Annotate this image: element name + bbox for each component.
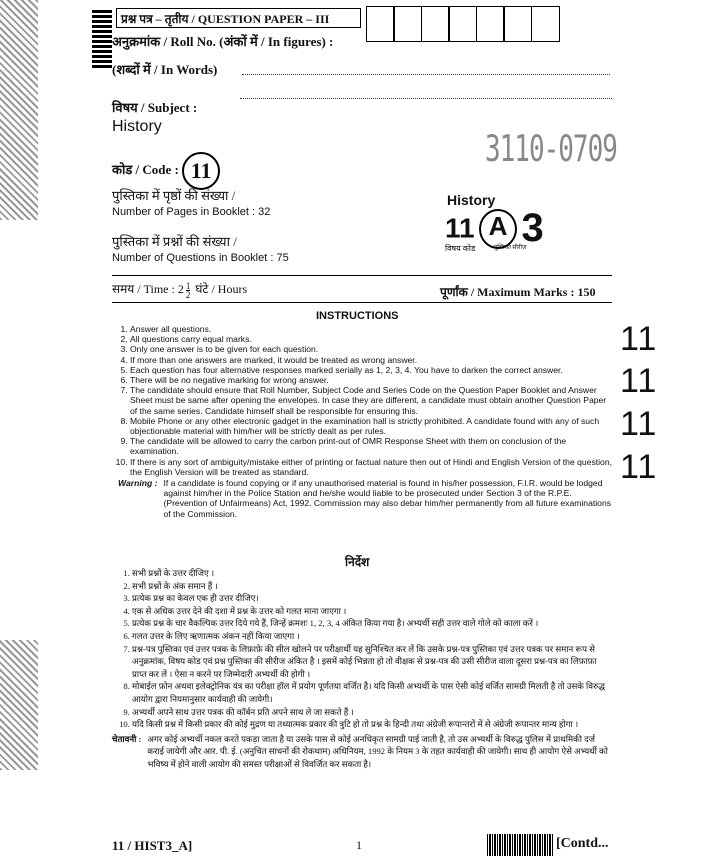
max-marks: पूर्णांक / Maximum Marks : 150 (440, 285, 596, 299)
footer-code: 11 / HIST3_A] (112, 838, 193, 853)
hindi-instruction-item: 2. सभी प्रश्नों के अंक समान हैं । (132, 580, 612, 593)
roll-words-label: (शब्दों में / In Words) (112, 62, 218, 77)
instruction-item: 5. Each question has four alternative responses marked serially as 1, 2, 3, 4. You have to darken the correct answer. (130, 365, 612, 375)
hindi-instruction-item: 8. मोबाईल फ़ोन अथवा इलेक्ट्रोनिक यंत्र का परीक्षा हॉल में प्रयोग पूर्णतया वर्जित है। यदि किसी अभ्यर्थी के पास ऐसी कोई वर्जित सामग्री मिलती है तो उसके विरुद्ध आयोग द्वारा नियमानुसार कार्यवाही की जायेगी। (132, 680, 612, 705)
instructions-title: INSTRUCTIONS (316, 310, 399, 322)
code-label: कोड / Code : (112, 161, 179, 177)
instruction-item: 3. Only one answer is to be given for each question. (130, 344, 612, 354)
hindi-instruction-item: 5. प्रत्येक प्रश्न के चार वैकल्पिक उत्तर दिये गये हैं, जिन्हें क्रमशः 1, 2, 3, 4 अंकित किया गया है। अभ्यर्थी सही उत्तर वाले गोले को काला करें । (132, 617, 612, 630)
instructions-list (112, 324, 612, 477)
footer-barcode (487, 834, 553, 856)
hindi-instructions-list (112, 567, 612, 731)
instruction-item: 4. If more than one answers are marked, it would be treated as wrong answer. (130, 355, 612, 365)
instruction-item: 2. All questions carry equal marks. (130, 334, 612, 344)
badge-code-caption: विषय कोड (445, 244, 476, 253)
badge-series-caption: पुस्तिका सीरीज़ (494, 245, 527, 251)
badge-paper: 3 (521, 206, 544, 250)
time-row (112, 280, 247, 299)
subject-line (240, 98, 612, 99)
rule-bottom (112, 302, 612, 303)
hindi-instruction-item: 4. एक से अधिक उत्तर देने की दशा में प्रश्न के उत्तर को गलत माना जाएगा । (132, 605, 612, 618)
time-fraction-den: 2 (185, 289, 191, 300)
rule-top (112, 275, 612, 276)
roll-digit-box[interactable] (476, 6, 505, 42)
hindi-title: निर्देश (345, 555, 370, 569)
instruction-item: 6. There will be no negative marking for wrong answer. (130, 375, 612, 385)
hindi-instruction-item: 7. प्रश्न-पत्र पुस्तिका एवं उत्तर पत्रक के लिफ़ाफ़े की सील खोलने पर परीक्षार्थी यह सुनिश्चित कर लें कि उसके प्रश्न-पत्र पुस्तिका एवं उत्तर पत्रक पर समान रूप से अनुक्रमांक, विषय कोड एवं प्रश्न पुस्तिका की सीरीज अंकित है । इसमें कोई भिन्नता हो तो वीक्षक से प्रश्न-पत्र की उसी सीरीज वाला दूसरा प्रश्न-पत्र का लिफ़ाफ़ा प्राप्त कर लें । ऐसा न करने पर जिम्मेदारी अभ्यर्थी की होगी । (132, 643, 612, 681)
time-fraction-num: 1 (185, 280, 191, 291)
subject-label: विषय / Subject : (112, 100, 198, 115)
scan-noise-top (0, 0, 38, 220)
badge-code: 11 (445, 212, 475, 244)
pages-hindi: पुस्तिका में पृष्ठों की संख्या / (112, 188, 236, 203)
roll-digit-box[interactable] (531, 6, 560, 42)
side-code-mark: 11 (620, 362, 658, 400)
code-circle: 11 (182, 152, 220, 190)
instruction-item: 10. If there is any sort of ambiguity/mistake either of printing or factual nature then out of Hindi and English Version of the question, the English Version will be treated as standard. (130, 457, 612, 477)
instruction-item: 7. The candidate should ensure that Roll Number, Subject Code and Series Code on the Question Paper Booklet and Answer Sheet must be same after opening the envelopes. In case they are different, a candidate must obtain another Question Paper of the same series. Candidate himself shall be responsible for ensuring this. (130, 385, 612, 416)
instructions-block (112, 324, 612, 519)
hindi-instruction-item: 9. अभ्यर्थी अपने साथ उत्तर पत्रक की कॉर्बन प्रति अपने साथ ले जा सकते हैं । (132, 706, 612, 719)
time-label: समय / Time : 2 (112, 282, 184, 296)
instruction-item: 9. The candidate will be allowed to carry the carbon print-out of OMR Response Sheet with them on conclusion of the examination. (130, 436, 612, 456)
serial-stamp: 3110-0709 (485, 129, 617, 171)
side-code-mark: 11 (620, 320, 658, 358)
pages-english: Number of Pages in Booklet : 32 (112, 206, 271, 218)
hindi-instruction-item: 1. सभी प्रश्नों के उत्तर दीजिए । (132, 567, 612, 580)
roll-number-boxes (367, 6, 560, 42)
roll-digit-box[interactable] (393, 6, 422, 42)
side-barcode-strip (92, 10, 112, 70)
hindi-instruction-item: 3. प्रत्येक प्रश्न का केवल एक ही उत्तर दीजिए। (132, 592, 612, 605)
roll-digit-box[interactable] (503, 6, 532, 42)
roll-no-label: अनुक्रमांक / Roll No. (अंकों में / In figures) : (112, 34, 334, 49)
badge-series-circle: A (479, 209, 517, 249)
footer-contd: [Contd... (556, 836, 609, 851)
warning-block (112, 478, 612, 519)
instruction-item: 1. Answer all questions. (130, 324, 612, 334)
subject-value: History (112, 118, 162, 135)
scan-noise-bottom (0, 640, 38, 770)
hindi-instructions-block (112, 567, 612, 771)
hindi-instruction-item: 6. गलत उत्तर के लिए ऋणात्मक अंकन नहीं किया जाएगा । (132, 630, 612, 643)
warning-label: Warning : (118, 478, 158, 489)
question-paper-label: प्रश्न पत्र – तृतीय / QUESTION PAPER – III (116, 8, 361, 28)
hindi-warning-label: चेतावनी : (112, 733, 142, 744)
warning-text: If a candidate is found copying or if any unauthorised material is found in his/her possession, F.I.R. would be lodged against him/her in the Police Station and he/she would liable to be prosecuted under Section 3 of the R.P.E. (Prevention of Unfairmeans) Act, 1992. Commission may also debar him/her permanently from all future examinations of the Commission. (163, 478, 612, 519)
instruction-item: 8. Mobile Phone or any other electronic gadget in the examination hall is strictly prohibited. A candidate found with any of such objectionable material with him/her will be strictly dealt as per rules. (130, 416, 612, 436)
questions-english: Number of Questions in Booklet : 75 (112, 252, 289, 264)
roll-digit-box[interactable] (448, 6, 477, 42)
questions-hindi: पुस्तिका में प्रश्नों की संख्या / (112, 234, 237, 249)
badge-subject: History (447, 192, 496, 208)
roll-digit-box[interactable] (421, 6, 450, 42)
side-code-mark: 11 (620, 405, 658, 443)
code-row (112, 152, 220, 190)
roll-words-line[interactable] (242, 74, 610, 75)
hindi-warning-block (112, 733, 612, 771)
hindi-instruction-item: 10. यदि किसी प्रश्न में किसी प्रकार की कोई मुद्रण या तथ्यात्मक प्रकार की त्रुटि हो तो प्रश्न के हिन्दी तथा अंग्रेजी रूपान्तरों में से अंग्रेजी रूपान्तर मान्य होगा । (132, 718, 612, 731)
footer-page-number: 1 (356, 838, 362, 852)
side-code-mark: 11 (620, 448, 658, 486)
roll-digit-box[interactable] (366, 6, 395, 42)
time-unit: घंटे / Hours (195, 282, 248, 296)
hindi-warning-text: अगर कोई अभ्यर्थी नकल करते पकड़ा जाता है या उसके पास से कोई अनधिकृत सामग्री पाई जाती है, तो उस अभ्यर्थी के विरुद्ध पुलिस में प्राथमिकी दर्ज कराई जायेगी और आर. पी. ई. (अनुचित साधनों की रोकथाम) अधिनियम, 1992 के नियम 3 के तहत कार्यवाही की जायेगी। साथ ही आयोग ऐसे अभ्यर्थी को भविष्य में होने वाली आयोग की समस्त परीक्षाओं से विवर्जित कर सकता है। (147, 733, 608, 769)
